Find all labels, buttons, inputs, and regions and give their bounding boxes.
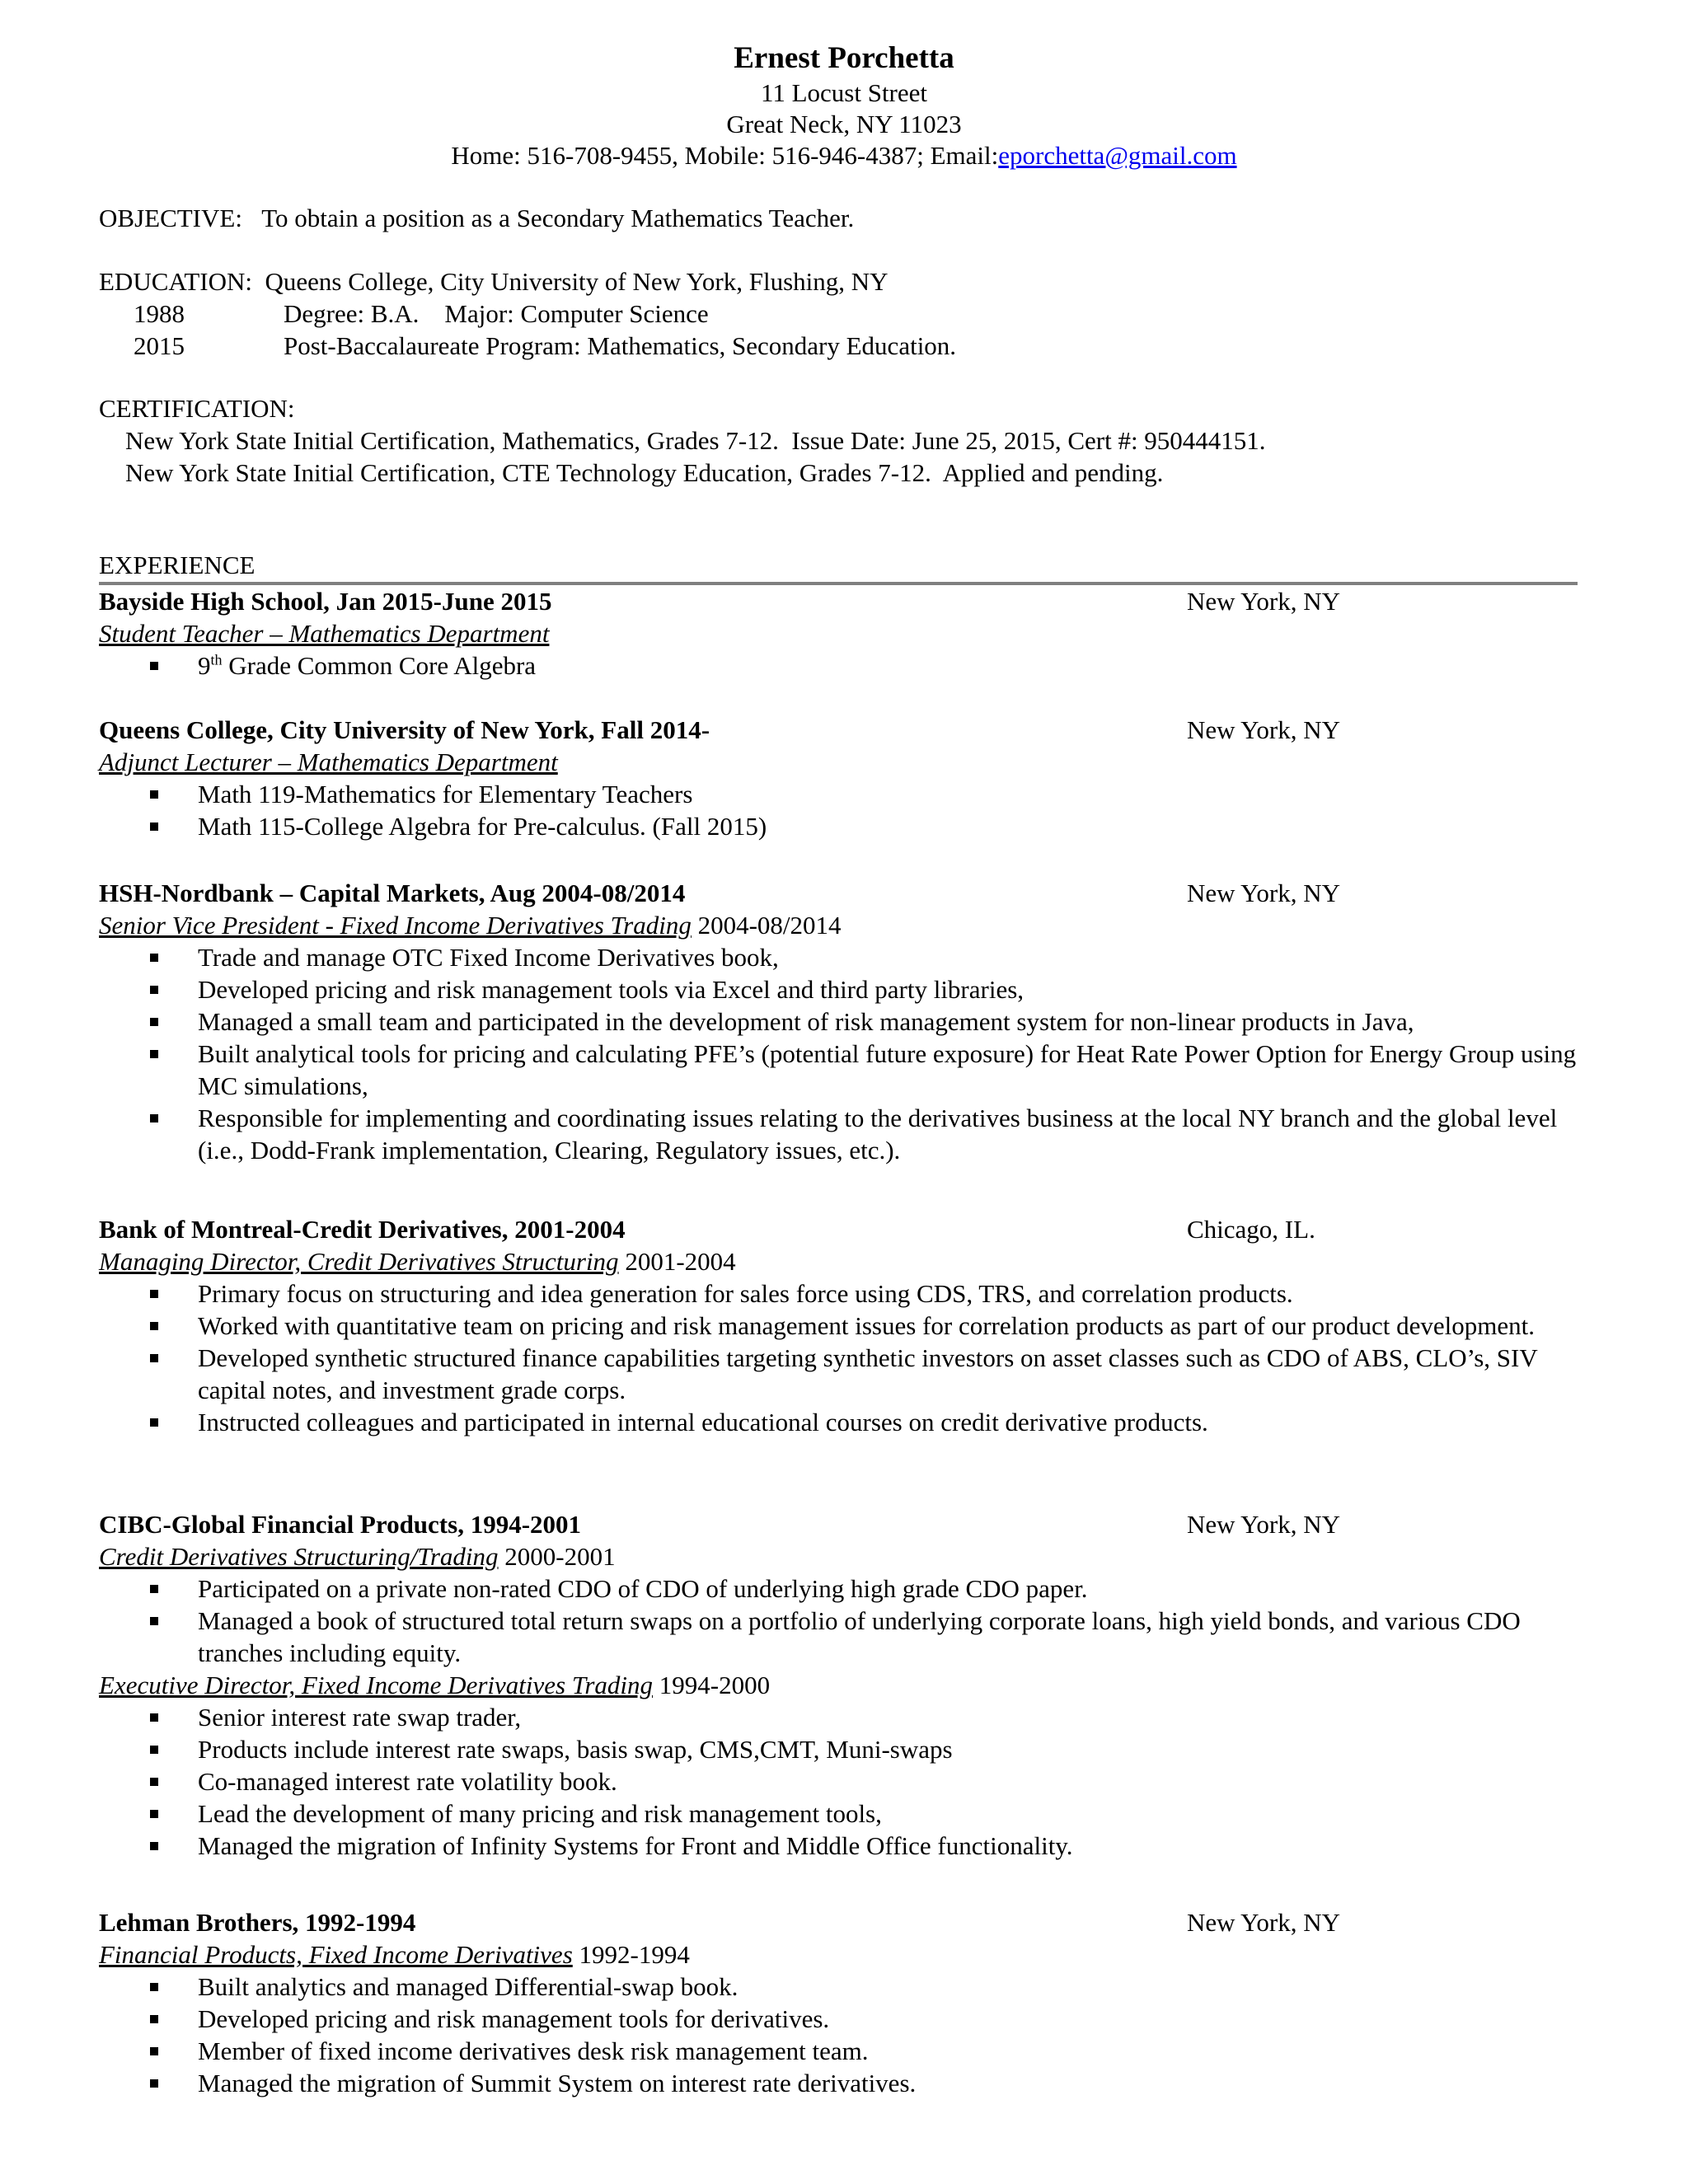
bullet-item: Member of fixed income derivatives desk risk management team. — [198, 2035, 1582, 2067]
role-dates: 2001-2004 — [625, 1247, 736, 1276]
bullet-item: Managed a book of structured total return swaps on a portfolio of underlying corporate loans, high yield bonds, and various CDO tranches including equity. — [198, 1605, 1582, 1669]
job-location: New York, NY — [1187, 1510, 1341, 1539]
certification-item: New York State Initial Certification, Mathematics, Grades 7-12. Issue Date: June 25, 2015, Cert #: 950444151. — [125, 426, 1266, 455]
certification-item: New York State Initial Certification, CTE Technology Education, Grades 7-12. Applied and pending. — [125, 458, 1164, 487]
education-year: 1988 — [134, 299, 185, 328]
education-detail: Post-Baccalaureate Program: Mathematics, Secondary Education. — [284, 331, 957, 360]
job-title: Lehman Brothers, 1992-1994 — [99, 1908, 416, 1937]
education-entry — [99, 330, 956, 362]
role-dates: 1994-2000 — [659, 1671, 771, 1699]
resume-header — [0, 40, 1688, 171]
job-location: New York, NY — [1187, 1908, 1341, 1937]
role-line — [99, 746, 1582, 778]
education-entry — [99, 298, 956, 330]
experience-heading: EXPERIENCE — [99, 551, 256, 579]
bullet-item: Participated on a private non-rated CDO of CDO of underlying high grade CDO paper. — [198, 1572, 1582, 1605]
role-title: Adjunct Lecturer – Mathematics Department — [99, 748, 558, 776]
job-location: New York, NY — [1187, 587, 1341, 616]
job-entry — [99, 877, 1582, 1166]
role-line — [99, 1245, 1582, 1277]
bullet-list — [99, 1701, 1582, 1862]
bullet-item: Co-managed interest rate volatility book. — [198, 1765, 1582, 1797]
bullet-item: Developed pricing and risk management tools for derivatives. — [198, 2003, 1582, 2035]
objective-text: To obtain a position as a Secondary Mathematics Teacher. — [261, 204, 855, 232]
bullet-item: Products include interest rate swaps, basis swap, CMS,CMT, Muni-swaps — [198, 1733, 1582, 1765]
contact-line — [0, 140, 1688, 171]
bullet-item: Managed a small team and participated in the development of risk management system for non-linear products in Java, — [198, 1005, 1582, 1038]
job-title: Bank of Montreal-Credit Derivatives, 2001-2004 — [99, 1215, 626, 1244]
job-entry — [99, 714, 1582, 842]
job-header — [99, 1213, 1582, 1245]
job-location: New York, NY — [1187, 715, 1341, 744]
job-entry — [99, 1508, 1582, 1862]
bullet-item: Managed the migration of Summit System on interest rate derivatives. — [198, 2067, 1582, 2099]
education-section — [99, 265, 956, 362]
education-detail: Degree: B.A. Major: Computer Science — [284, 299, 709, 328]
job-location: New York, NY — [1187, 879, 1341, 907]
role-title: Student Teacher – Mathematics Department — [99, 619, 550, 648]
city-address: Great Neck, NY 11023 — [726, 110, 962, 138]
bullet-item: Built analytical tools for pricing and calculating PFE’s (potential future exposure) for Heat Rate Power Option for Energy Group using MC simulations, — [198, 1038, 1582, 1102]
certification-section — [99, 392, 1266, 489]
bullet-list — [99, 1971, 1582, 2099]
bullet-item: Managed the migration of Infinity Systems for Front and Middle Office functionality. — [198, 1830, 1582, 1862]
contact-phones: Home: 516-708-9455, Mobile: 516-946-4387; Email: — [451, 141, 999, 170]
role-dates: 1992-1994 — [579, 1940, 690, 1969]
candidate-name: Ernest Porchetta — [734, 41, 954, 75]
job-location: Chicago, IL. — [1187, 1215, 1315, 1244]
job-header — [99, 877, 1582, 909]
bullet-list — [99, 649, 1582, 682]
bullet-item: Built analytics and managed Differential-swap book. — [198, 1971, 1582, 2003]
role-line — [99, 1669, 1582, 1701]
street-address: 11 Locust Street — [760, 78, 928, 107]
bullet-list — [99, 941, 1582, 1166]
bullet-item: 9th Grade Common Core Algebra — [198, 649, 1582, 682]
bullet-item: Senior interest rate swap trader, — [198, 1701, 1582, 1733]
job-header — [99, 1508, 1582, 1540]
bullet-list — [99, 1572, 1582, 1669]
role-title: Financial Products, Fixed Income Derivatives — [99, 1940, 573, 1969]
role-dates: 2000-2001 — [504, 1542, 616, 1571]
bullet-item: Instructed colleagues and participated in internal educational courses on credit derivative products. — [198, 1406, 1582, 1438]
bullet-item: Trade and manage OTC Fixed Income Derivatives book, — [198, 941, 1582, 973]
role-title: Senior Vice President - Fixed Income Derivatives Trading — [99, 911, 692, 940]
bullet-item: Developed pricing and risk management tools via Excel and third party libraries, — [198, 973, 1582, 1005]
education-school: Queens College, City University of New York, Flushing, NY — [265, 267, 889, 296]
role-title: Managing Director, Credit Derivatives Structuring — [99, 1247, 619, 1276]
role-title: Executive Director, Fixed Income Derivatives Trading — [99, 1671, 654, 1699]
bullet-item: Primary focus on structuring and idea generation for sales force using CDS, TRS, and correlation products. — [198, 1277, 1582, 1310]
role-title: Credit Derivatives Structuring/Trading — [99, 1542, 499, 1571]
bullet-item: Math 115-College Algebra for Pre-calculus. (Fall 2015) — [198, 810, 1582, 842]
certification-label: CERTIFICATION: — [99, 394, 295, 423]
job-entry — [99, 1906, 1582, 2099]
role-dates: 2004-08/2014 — [697, 911, 842, 940]
job-entry — [99, 1213, 1582, 1438]
education-school-line — [99, 265, 956, 298]
job-header — [99, 585, 1582, 617]
education-label: EDUCATION: — [99, 267, 252, 296]
objective-label: OBJECTIVE: — [99, 204, 242, 232]
education-year: 2015 — [134, 331, 185, 360]
job-header — [99, 1906, 1582, 1938]
bullet-item: Developed synthetic structured finance capabilities targeting synthetic investors on asset classes such as CDO of ABS, CLO’s, SIV capital notes, and investment grade corps. — [198, 1342, 1582, 1406]
bullet-list — [99, 1277, 1582, 1438]
job-entry — [99, 585, 1582, 682]
email-link[interactable]: eporchetta@gmail.com — [998, 141, 1237, 170]
job-header — [99, 714, 1582, 746]
bullet-item: Responsible for implementing and coordinating issues relating to the derivatives business at the local NY branch and the global level (i.e., Dodd-Frank implementation, Clearing, Regulatory issues, etc.). — [198, 1102, 1582, 1166]
job-title: CIBC-Global Financial Products, 1994-2001 — [99, 1510, 582, 1539]
job-title: Queens College, City University of New York, Fall 2014- — [99, 715, 710, 744]
role-line — [99, 909, 1582, 941]
role-line — [99, 617, 1582, 649]
role-line — [99, 1540, 1582, 1572]
bullet-item: Math 119-Mathematics for Elementary Teachers — [198, 778, 1582, 810]
bullet-item: Worked with quantitative team on pricing and risk management issues for correlation products as part of our product development. — [198, 1310, 1582, 1342]
objective-line — [99, 202, 854, 234]
bullet-list — [99, 778, 1582, 842]
job-title: Bayside High School, Jan 2015-June 2015 — [99, 587, 552, 616]
role-line — [99, 1938, 1582, 1971]
bullet-item: Lead the development of many pricing and risk management tools, — [198, 1797, 1582, 1830]
job-title: HSH-Nordbank – Capital Markets, Aug 2004-08/2014 — [99, 879, 686, 907]
